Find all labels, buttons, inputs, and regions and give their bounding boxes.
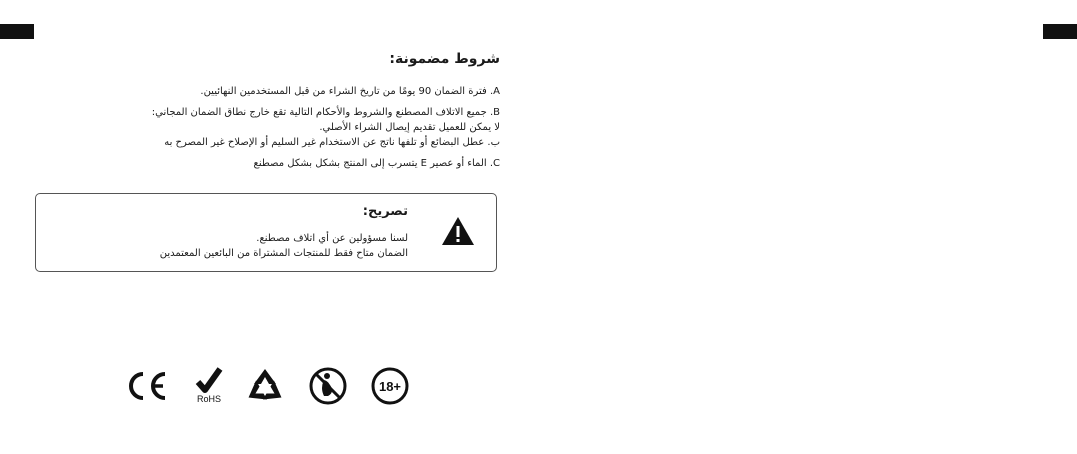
corner-tab-right: [1043, 24, 1077, 39]
warranty-terms-title: شروط مضمونة:: [389, 51, 500, 67]
corner-tab-left: [0, 24, 34, 39]
rohs-icon: [192, 366, 228, 406]
terms-item-c: C. الماء أو عصير E يتسرب إلى المنتج بشكل بشكل مصطنع: [253, 158, 500, 169]
no-pregnant-icon: [308, 366, 348, 406]
terms-item-a: A. فترة الضمان 90 يومًا من تاريخ الشراء من قبل المستخدمين النهائيين.: [200, 86, 500, 97]
disclaimer-title: تصريح:: [362, 204, 408, 219]
warning-triangle-icon: [441, 216, 475, 246]
disclaimer-line-1: لسنا مسؤولين عن أي اتلاف مصطنع.: [256, 233, 408, 244]
disclaimer-line-2: الضمان متاح فقط للمنتجات المشتراة من البائعين المعتمدين: [159, 248, 408, 259]
terms-item-b-receipt: لا يمكن للعميل تقديم إيصال الشراء الأصلي.: [319, 122, 500, 133]
recycle-icon: [245, 366, 285, 406]
warranty-terms-section: [150, 50, 500, 171]
rohs-label: RoHS: [196, 394, 222, 404]
certification-icons: [120, 366, 420, 406]
disclaimer-box: [35, 193, 497, 272]
age-18-plus-icon: [370, 366, 410, 406]
disclaimer-text: [78, 203, 408, 261]
age-label: 18+: [378, 379, 402, 394]
ce-mark-icon: [125, 366, 169, 406]
terms-item-b-misuse: ب. عطل البضائع أو تلفها ناتج عن الاستخدام غير السليم أو الإصلاح غير المصرح به: [164, 137, 500, 148]
terms-item-b: B. جميع الاتلاف المصطنع والشروط والأحكام التالية تقع خارج نطاق الضمان المجاني:: [151, 107, 500, 118]
